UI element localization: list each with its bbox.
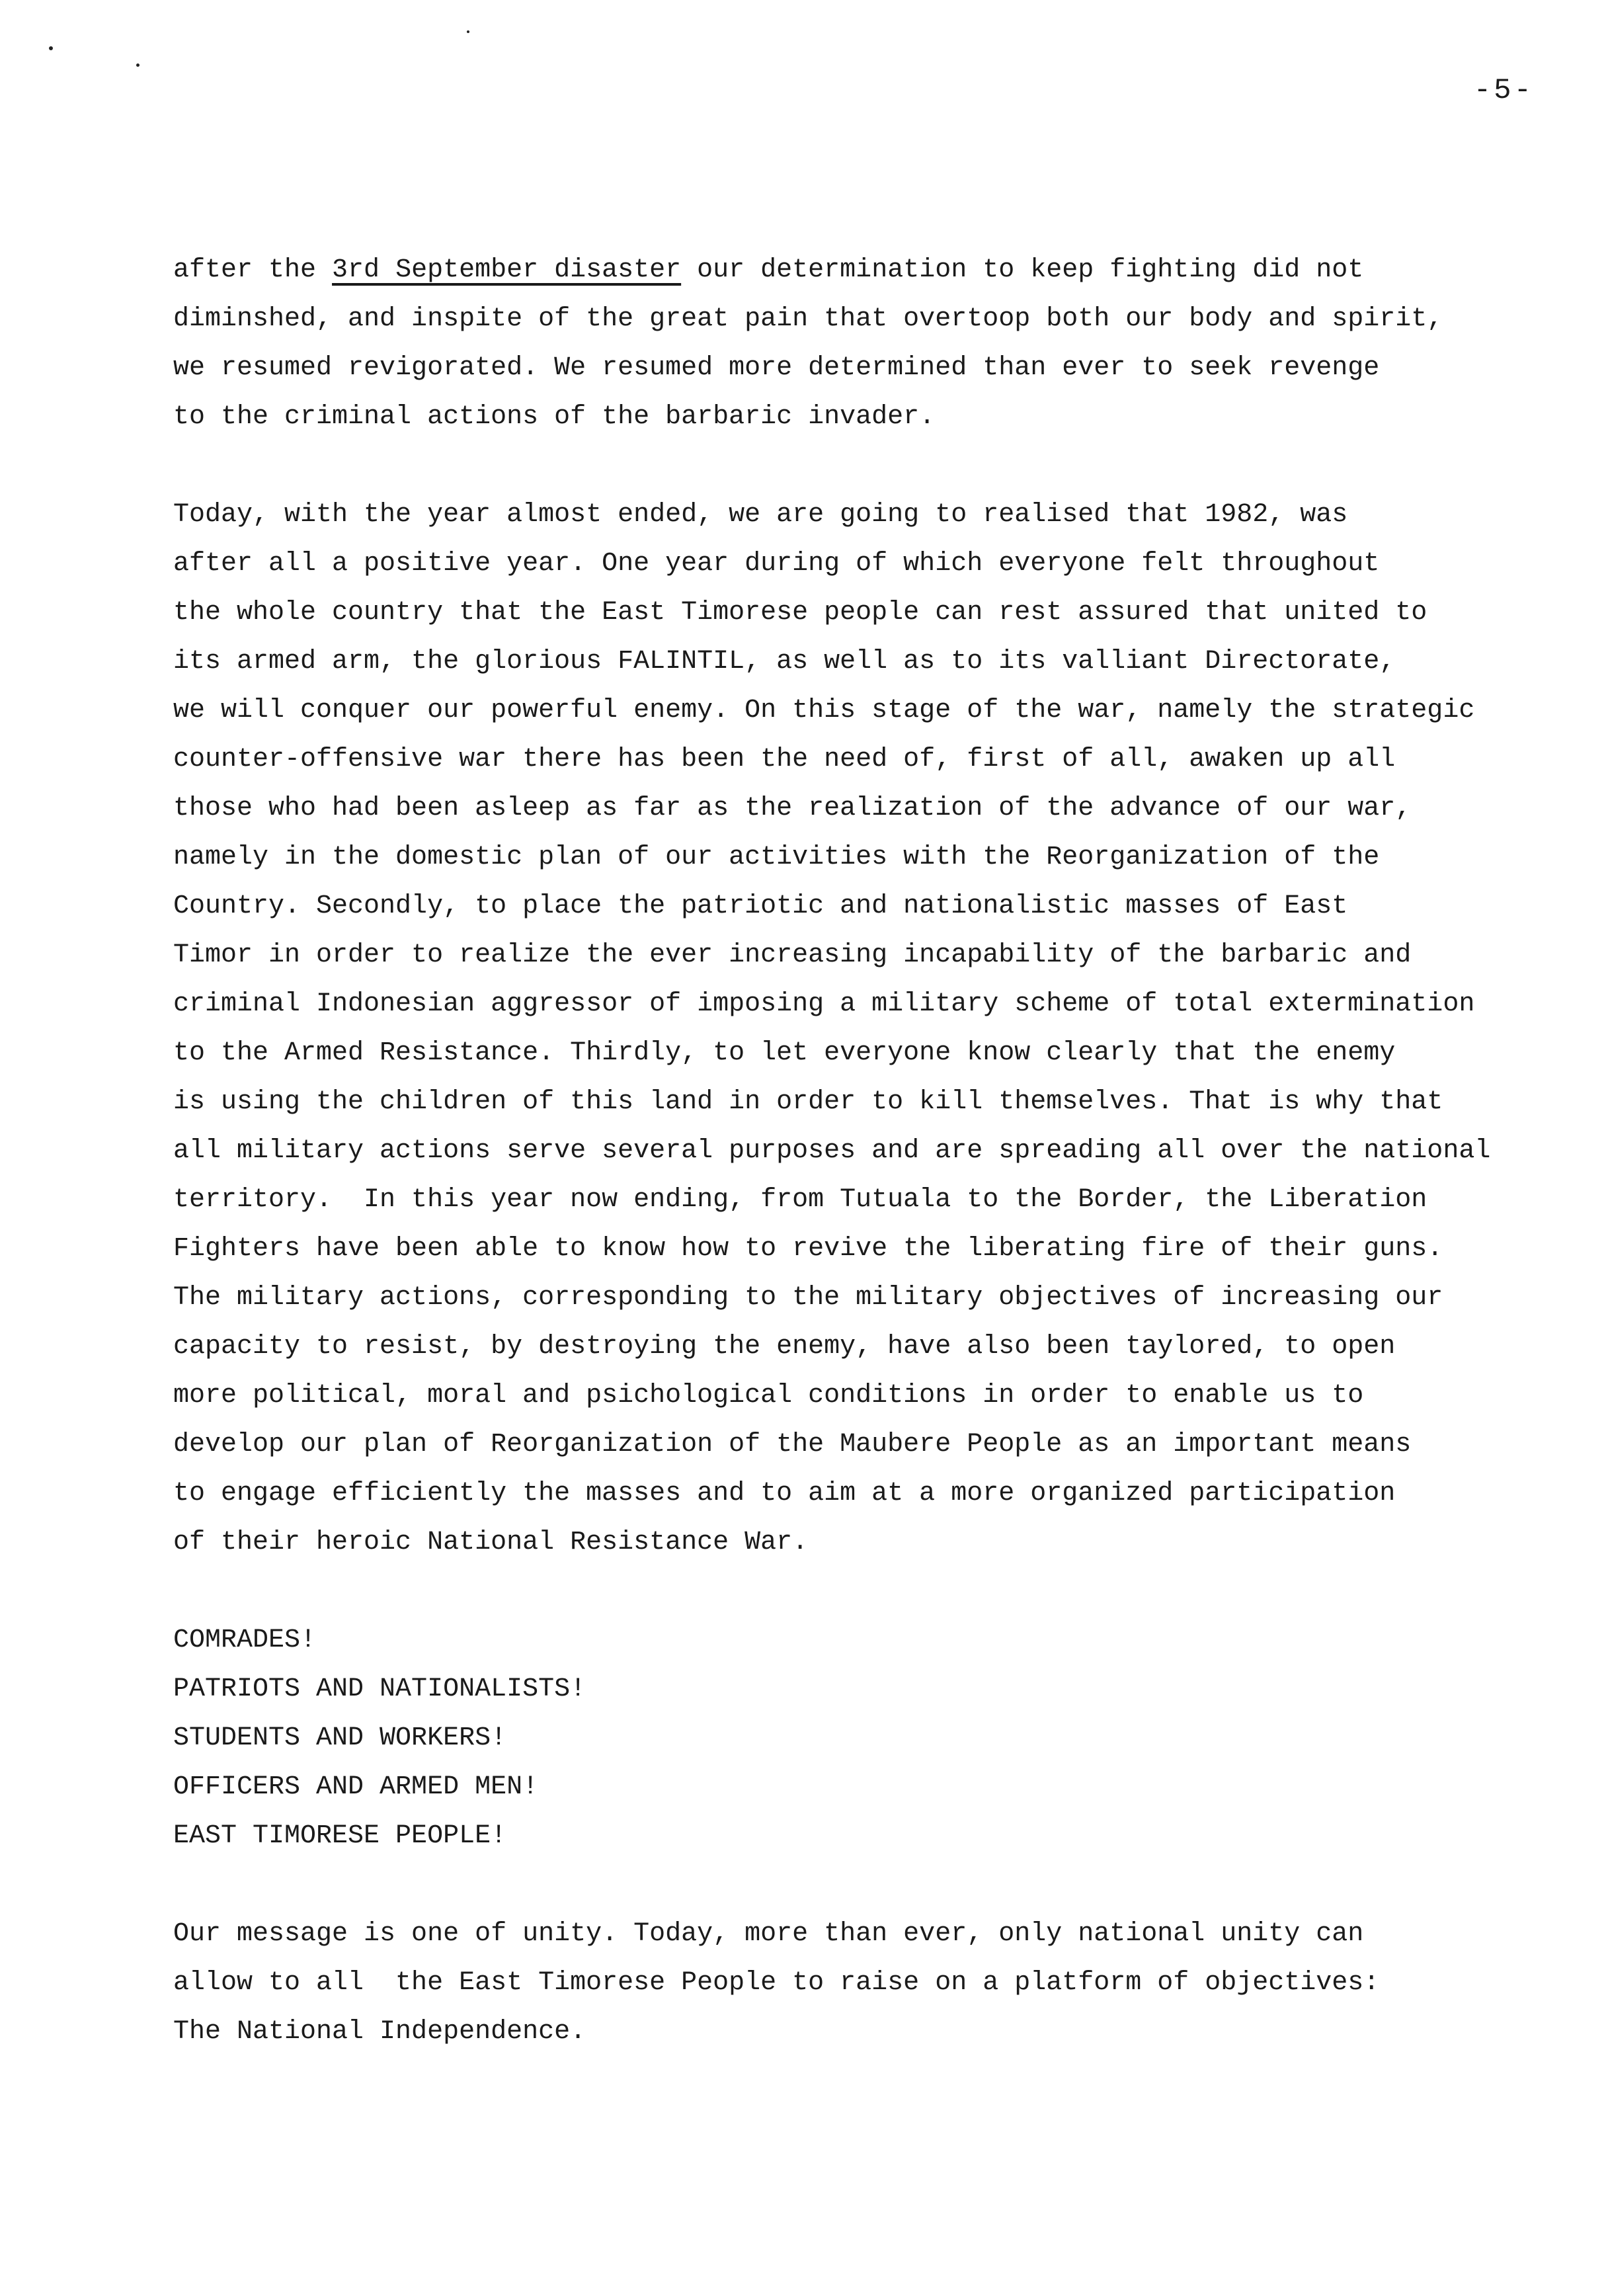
salutation-line: PATRIOTS AND NATIONALISTS!: [173, 1674, 586, 1704]
text-line: develop our plan of Reorganization of the Maubere People as an important means: [173, 1430, 1412, 1459]
salutation-line: EAST TIMORESE PEOPLE!: [173, 1821, 507, 1851]
text-line: is using the children of this land in order to kill themselves. That is why that: [173, 1087, 1443, 1117]
text-line: to engage efficiently the masses and to aim at a more organized participation: [173, 1479, 1396, 1508]
text-line: we resumed revigorated. We resumed more determined than ever to seek revenge: [173, 353, 1380, 383]
text-line: the whole country that the East Timorese people can rest assured that united to: [173, 598, 1427, 628]
text-line: to the Armed Resistance. Thirdly, to let everyone know clearly that the enemy: [173, 1038, 1396, 1068]
paragraph-unity: [173, 1910, 1548, 2057]
text-line: Fighters have been able to know how to revive the liberating fire of their guns.: [173, 1234, 1443, 1264]
page-number: -5-: [1473, 74, 1534, 107]
salutation-line: STUDENTS AND WORKERS!: [173, 1723, 507, 1753]
text-line: those who had been asleep as far as the realization of the advance of our war,: [173, 794, 1412, 823]
text-line: to the criminal actions of the barbaric invader.: [173, 402, 936, 432]
paragraph-year-review: [173, 491, 1548, 1567]
text-line: criminal Indonesian aggressor of imposing a military scheme of total extermination: [173, 989, 1475, 1019]
text-line: more political, moral and psichological conditions in order to enable us to: [173, 1381, 1364, 1411]
scan-speck: [467, 30, 469, 33]
scan-speck: [136, 63, 140, 67]
text-line: allow to all the East Timorese People to raise on a platform of objectives:: [173, 1968, 1380, 1998]
text-line: Country. Secondly, to place the patriotic and nationalistic masses of East: [173, 891, 1348, 921]
salutation-line: OFFICERS AND ARMED MEN!: [173, 1772, 539, 1802]
text-line: capacity to resist, by destroying the enemy, have also been taylored, to open: [173, 1332, 1396, 1362]
text-fragment: our determination to keep fighting did not: [681, 255, 1364, 285]
text-line: after all a positive year. One year during of which everyone felt throughout: [173, 549, 1380, 579]
text-line: The National Independence.: [173, 2017, 586, 2047]
text-line: [173, 246, 1548, 295]
text-line: we will conquer our powerful enemy. On this stage of the war, namely the strategic: [173, 696, 1475, 725]
text-line: The military actions, corresponding to the military objectives of increasing our: [173, 1283, 1443, 1313]
salutations: [173, 1616, 1548, 1861]
scan-speck: [49, 46, 53, 50]
text-line: all military actions serve several purposes and are spreading all over the national: [173, 1136, 1491, 1166]
text-line: territory. In this year now ending, from Tutuala to the Border, the Liberation: [173, 1185, 1427, 1215]
text-line: namely in the domestic plan of our activities with the Reorganization of the: [173, 842, 1380, 872]
text-line: Our message is one of unity. Today, more than ever, only national unity can: [173, 1919, 1364, 1949]
text-line: of their heroic National Resistance War.: [173, 1528, 809, 1557]
text-line: its armed arm, the glorious FALINTIL, as well as to its valliant Directorate,: [173, 647, 1396, 676]
text-line: diminshed, and inspite of the great pain that overtoop both our body and spirit,: [173, 304, 1443, 334]
text-fragment: after the: [173, 255, 333, 285]
text-line: Timor in order to realize the ever increasing incapability of the barbaric and: [173, 940, 1412, 970]
underlined-phrase: 3rd September disaster: [332, 255, 682, 285]
text-line: Today, with the year almost ended, we are going to realised that 1982, was: [173, 500, 1348, 530]
paragraph-third-september: [173, 246, 1548, 442]
salutation-line: COMRADES!: [173, 1625, 317, 1655]
text-line: counter-offensive war there has been the need of, first of all, awaken up all: [173, 745, 1396, 774]
document-body: [173, 246, 1548, 2057]
